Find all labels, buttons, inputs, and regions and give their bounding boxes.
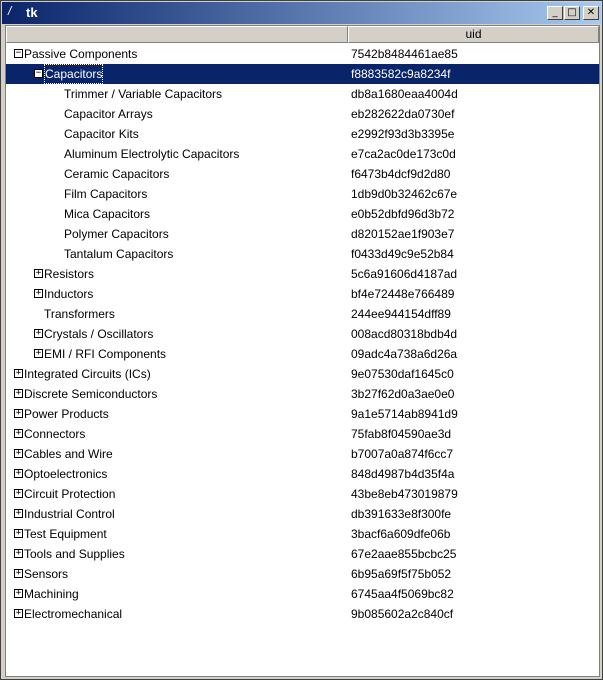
tree-row[interactable] (6, 544, 599, 564)
tree-row-uid: 09adc4a738a6d26a (351, 347, 458, 361)
tree-row[interactable] (6, 304, 599, 324)
tree-row-uid: f0433d49c9e52b84 (351, 247, 454, 261)
feather-icon: / (8, 4, 12, 18)
tree-row-label: Discrete Semiconductors (24, 387, 158, 401)
expand-icon[interactable]: + (15, 468, 22, 478)
tree-row[interactable] (6, 564, 599, 584)
close-icon: ✕ (586, 7, 596, 18)
tree-row[interactable] (6, 184, 599, 204)
tree-row[interactable] (6, 504, 599, 524)
tree-row[interactable] (6, 64, 599, 84)
minimize-button[interactable] (547, 6, 563, 20)
tree-row-label: Capacitor Arrays (64, 107, 153, 121)
tree-row[interactable] (6, 344, 599, 364)
expand-icon[interactable]: + (15, 368, 22, 378)
tree-row-label: Capacitor Kits (64, 127, 139, 141)
title-bar[interactable] (2, 2, 601, 24)
tree-row-label: Industrial Control (24, 507, 115, 521)
tree-row-label: Sensors (24, 567, 69, 581)
close-button[interactable] (583, 6, 599, 20)
tree-row-label: Circuit Protection (24, 487, 116, 501)
tree-row-label: Crystals / Oscillators (44, 327, 154, 341)
expand-icon[interactable]: + (35, 288, 42, 298)
expand-icon[interactable]: + (15, 408, 22, 418)
collapse-icon[interactable]: − (15, 48, 22, 58)
tree-row-uid: b7007a0a874f6cc7 (351, 447, 454, 461)
expand-icon[interactable]: + (35, 268, 42, 278)
tree-row[interactable] (6, 244, 599, 264)
tree-row-label: Ceramic Capacitors (64, 167, 170, 181)
tree-row-label: Polymer Capacitors (64, 227, 169, 241)
expand-icon[interactable]: + (35, 348, 42, 358)
treeview[interactable] (5, 25, 600, 677)
column-header-uid[interactable]: uid (348, 26, 599, 43)
expand-icon[interactable]: + (15, 388, 22, 398)
expand-icon[interactable]: + (15, 428, 22, 438)
tree-row-label: Inductors (44, 287, 94, 301)
tree-row-uid: 9e07530daf1645c0 (351, 367, 454, 381)
tree-row-label: Tantalum Capacitors (64, 247, 174, 261)
minimize-icon: _ (552, 7, 558, 18)
tree-row-uid: 008acd80318bdb4d (351, 327, 458, 341)
tree-row-label: Film Capacitors (64, 187, 148, 201)
maximize-button[interactable] (564, 6, 580, 20)
tree-row-label: Electromechanical (24, 607, 123, 621)
tree-row-label: Machining (24, 587, 79, 601)
tree-row[interactable] (6, 424, 599, 444)
tree-row-uid: 75fab8f04590ae3d (351, 427, 452, 441)
tree-row-label: Resistors (44, 267, 95, 281)
column-header-tree[interactable] (6, 26, 348, 43)
tree-row-label: EMI / RFI Components (44, 347, 167, 361)
tree-row-uid: e2992f93d3b3395e (351, 127, 455, 141)
tree-row[interactable] (6, 124, 599, 144)
tree-row-uid: 5c6a91606d4187ad (351, 267, 458, 281)
tree-row-label: Power Products (24, 407, 109, 421)
expand-icon[interactable]: + (15, 568, 22, 578)
tree-row-uid: 6745aa4f5069bc82 (351, 587, 454, 601)
tree-row-uid: db391633e8f300fe (351, 507, 452, 521)
tree-row[interactable] (6, 364, 599, 384)
tree-row[interactable] (6, 224, 599, 244)
tree-row-uid: 3b27f62d0a3ae0e0 (351, 387, 455, 401)
tree-row-uid: 43be8eb473019879 (351, 487, 458, 501)
tree-row[interactable] (6, 404, 599, 424)
tree-row[interactable] (6, 444, 599, 464)
tree-row-uid: d820152ae1f903e7 (351, 227, 455, 241)
tree-row-uid: db8a1680eaa4004d (351, 87, 458, 101)
treeview-rows (6, 44, 599, 624)
tree-row[interactable] (6, 384, 599, 404)
tree-row-label: Capacitors (44, 64, 103, 84)
tree-row[interactable] (6, 524, 599, 544)
treeview-header (6, 26, 599, 43)
tree-row-label: Aluminum Electrolytic Capacitors (64, 147, 240, 161)
tree-row-uid: eb282622da0730ef (351, 107, 455, 121)
tree-row-label: Trimmer / Variable Capacitors (64, 87, 223, 101)
tree-row[interactable] (6, 84, 599, 104)
tree-row-label: Passive Components (24, 47, 138, 61)
tree-row[interactable] (6, 44, 599, 64)
tree-row-uid: 1db9d0b32462c67e (351, 187, 458, 201)
tree-row-uid: 7542b8484461ae85 (351, 47, 458, 61)
expand-icon[interactable]: + (15, 508, 22, 518)
tree-row-uid: bf4e72448e766489 (351, 287, 455, 301)
expand-icon[interactable]: + (15, 608, 22, 618)
tree-row-label: Transformers (44, 307, 115, 321)
tree-row[interactable] (6, 464, 599, 484)
tree-row-label: Connectors (24, 427, 86, 441)
tree-row[interactable] (6, 164, 599, 184)
tree-row-uid: 9b085602a2c840cf (351, 607, 454, 621)
tree-row[interactable] (6, 284, 599, 304)
tree-row-uid: e0b52dbfd96d3b72 (351, 207, 455, 221)
expand-icon[interactable]: + (15, 488, 22, 498)
tree-row[interactable] (6, 604, 599, 624)
expand-icon[interactable]: + (15, 528, 22, 538)
expand-icon[interactable]: + (15, 548, 22, 558)
tree-row-label: Test Equipment (24, 527, 107, 541)
tree-row-label: Optoelectronics (24, 467, 108, 481)
tree-row[interactable] (6, 204, 599, 224)
expand-icon[interactable]: + (15, 588, 22, 598)
tree-row-uid: 244ee944154dff89 (351, 307, 451, 321)
tree-row[interactable] (6, 264, 599, 284)
tree-row[interactable] (6, 584, 599, 604)
tree-row-uid: 67e2aae855bcbc25 (351, 547, 457, 561)
tree-row-uid: f6473b4dcf9d2d80 (351, 167, 451, 181)
expand-icon[interactable]: + (35, 328, 42, 338)
tree-row-label: Cables and Wire (24, 447, 113, 461)
expand-icon[interactable]: + (15, 448, 22, 458)
tree-row-uid: f8883582c9a8234f (351, 67, 451, 81)
tree-row-label: Mica Capacitors (64, 207, 151, 221)
tree-row-uid: e7ca2ac0de173c0d (351, 147, 456, 161)
collapse-icon[interactable]: − (35, 68, 42, 78)
tree-row[interactable] (6, 144, 599, 164)
window-title: tk (26, 5, 38, 20)
tree-row-label: Tools and Supplies (24, 547, 125, 561)
tree-row-uid: 6b95a69f5f75b052 (351, 567, 452, 581)
tree-row-uid: 9a1e5714ab8941d9 (351, 407, 458, 421)
tree-row[interactable] (6, 104, 599, 124)
maximize-icon: □ (567, 7, 577, 18)
tree-row-uid: 848d4987b4d35f4a (351, 467, 455, 481)
tree-row[interactable] (6, 324, 599, 344)
tree-row[interactable] (6, 484, 599, 504)
tree-row-uid: 3bacf6a609dfe06b (351, 527, 451, 541)
tree-row-label: Integrated Circuits (ICs) (24, 367, 151, 381)
